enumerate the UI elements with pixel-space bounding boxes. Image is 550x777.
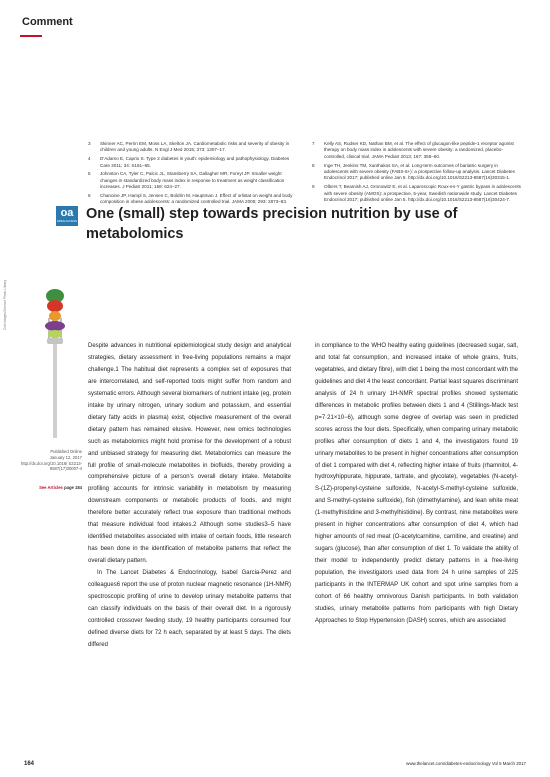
reference-item: [312, 184, 522, 203]
see-articles-meta: [16, 485, 82, 491]
section-label: Comment: [22, 16, 73, 28]
vegetable-fork-image: [28, 288, 82, 438]
published-date: January 12, 2017: [49, 454, 82, 460]
reference-item: [88, 156, 298, 169]
published-label: Published Online: [50, 449, 82, 454]
reference-text: Chanoine JP, Hampl S, Jensen C, Boldrin M, Hauptman J. Effect of orlistat on weight and body composition in obese adolescents: a randomized controlled trial. JAMA 2005; 293: 2873–83.: [100, 193, 293, 205]
oa-badge-subtext: OPEN ACCESS: [56, 219, 78, 223]
footer-page-number: 164: [24, 761, 35, 767]
reference-number: 6: [88, 193, 91, 199]
body-paragraph: In The Lancet Diabetes & Endocrinology, Isabel Garcia-Perez and colleagues6 report the use of proton nuclear magnetic resonance (1H-NMR) spectroscopic profiling of urine to develop urinary metabolite patterns that can classify individuals on the basis of their overall diet. In a rigorously controlled crossover feeding study, 19 healthy participants consumed four defined diverse diets for 72 h each, separated by at least 5 days. The diets differed: [88, 570, 291, 648]
section-rule: [20, 35, 42, 37]
reference-text: Olbers T, Beamish AJ, Gronowitz E, et al. Laparoscopic Roux-en-Y gastric bypass in adolescents with severe obesity (AMOS): a prospective, 5-year, Swedish nationwide study. Lancet Diabetes Endocrinol 2017; published online Jan 5. http://dx.doi.org/10.1016/S2213-8587(16)30424-7.: [324, 184, 521, 203]
body-paragraph: in compliance to the WHO healthy eating guidelines (decreased sugar, salt, and total fat consumption, and increased intake of whole grains, fruits, vegetables, and dietary fibre), with diet 1 being the most concordant with the guidelines and diet 4 the least concordant. Partial least squares discriminant analysis of 24 h urinary 1H-NMR spectral profiles showed systematic differences in metabolic profiles between diets 1 and 4 (Stillings-Mack test p=7·21×10−6), although some degree of overlap was seen in predicted scores across the four diets. Specifically, when comparing urinary metabolic profiles after consumption of diets 1 and 4, the investigators found 19 urinary metabolites to be present in higher concentrations after consumption of diet 1 compared with diet 4, reflecting higher intake of fruits (rhamnitol, 4-hydroxyhippurate, hippurate, tartrate, and glycolate), vegetables (N-acetyl-S-(1Z)-propenyl-cysteine sulfoxide, N-acetyl-S-methyl-cysteine sulfoxide, and S-methyl-cysteine sulfoxide), fish (dimethylamine), and lean white meat (1-methylhistidine and 3-methylhistidine). By contrast, nine metabolites were present in higher concentrations after consumption of diet 4, which had higher amounts of red meat (O-acetylcarnitine, carnitine, and creatine) and sugars (glucose), than after consumption of diet 1. To validate the ability of their model to independently predict dietary patterns in a free-living population, the investigators used data from 24 h urine samples of 225 participants in the INTERMAP UK cohort and spot urine samples from a cohort of 66 healthy omnivorous Danish participants. In both validation studies, urinary metabolite patterns from participants with high Dietary Approaches to Stop Hypertension (DASH) scores, which are associated: [315, 343, 518, 624]
oa-badge-text: oa: [60, 207, 74, 219]
see-articles-page: page 184: [64, 485, 82, 490]
reference-number: 7: [312, 141, 315, 146]
reference-text: Johnston CA, Tyler C, Palcic JL, Stansberry SA, Gallagher MR, Foreyt JP. Smaller weight changes in standardized body mass index in response to treatment as weight classification increases. J Pediatr 2011; 158: 624–27.: [100, 171, 285, 190]
reference-number: 4: [88, 156, 91, 162]
see-articles-link[interactable]: See Articles: [39, 485, 63, 490]
reference-text: Skinner AC, Perrin EM, Moss LA, Skelton JA. Cardiometabolic risks and severity of obesity in children and young adults. N Engl J Med 2015; 373: 1307–17.: [100, 141, 290, 153]
doi-link[interactable]: http://dx.doi.org/10.1016/ S2213-8587(17)30007-4: [21, 460, 82, 472]
reference-item: [312, 163, 522, 182]
references-left: [88, 141, 298, 208]
published-online-meta: [16, 449, 82, 472]
reference-number: 8: [312, 162, 315, 168]
reference-item: [88, 171, 298, 190]
reference-item: [312, 141, 522, 160]
footer-journal: www.thelancet.com/diabetes-endocrinology Vol 5 March 2017: [406, 761, 526, 766]
reference-number: 3: [88, 141, 91, 146]
reference-text: D'Adamo E, Caprio S. Type 2 diabetes in youth: epidemiology and pathophysiology. Diabetes Care 2011; 34: S161–65.: [100, 156, 290, 168]
body-paragraph: Despite advances in nutritional epidemiological study design and analytical strategies, dietary assessment in free-living populations remains a major challenge.1 The habitual diet represents a complex set of exposures that are intercorrelated, and self-reported tools might suffer from random and systematic errors. Although several biomarkers of nutrient intake (eg, protein intake by urinary nitrogen, urinary sodium and potassium, and essential dietary fatty acids in plasma) exist, objective measurement of the overall dietary pattern has remained elusive. However, new omics technologies such as metabolomics might hold promise for the development of a robust and unbiased strategy for measuring diet. Metabolomics can measure the full profile of small-molecule metabolites in biofluids, thereby providing a comprehensive picture of a person's overall dietary intake. Metabolite profiling accounts for intrinsic variability in metabolism by measuring downstream components or metabolic products of foods, and might therefore better accurately reflect true exposure than traditional methods that measure individual food intakes.2 Although some studies3–5 have identified metabolites associated with intake of certain foods, little research has been done in the identification of metabolite patterns that reflect the overall dietary pattern.: [88, 343, 291, 565]
open-access-badge[interactable]: [56, 206, 78, 226]
reference-text: Kelly AS, Rudser KD, Nathan BM, et al. The effect of glucagon-like peptide-1 receptor agonist therapy on body mass index in adolescents with severe obesity: a randomized, placebo-controlled, clinical trial. JAMA Pediatr 2013; 167: 355–60.: [324, 141, 514, 159]
reference-number: 5: [88, 171, 91, 177]
reference-text: Inge TH, Jenkins TM, Xanthakos SA, et al. Long-term outcomes of bariatric surgery in adolescents with severe obesity (FABS-5+): a prospective follow-up analysis. Lancet Diabetes Endocrinol 2017; published online Jan 5. http://dx.doi.org/10.1016/S2213-8587(16)30315-1.: [324, 162, 515, 181]
reference-item: [88, 141, 298, 154]
image-credit: Cole Images/Science Photo Library: [3, 280, 7, 330]
article-title: One (small) step towards precision nutrition by use of metabolomics: [86, 206, 458, 242]
references-right: [312, 141, 522, 206]
body-column-2: [315, 341, 518, 628]
body-column-1: [88, 341, 291, 652]
reference-number: 9: [312, 184, 315, 190]
